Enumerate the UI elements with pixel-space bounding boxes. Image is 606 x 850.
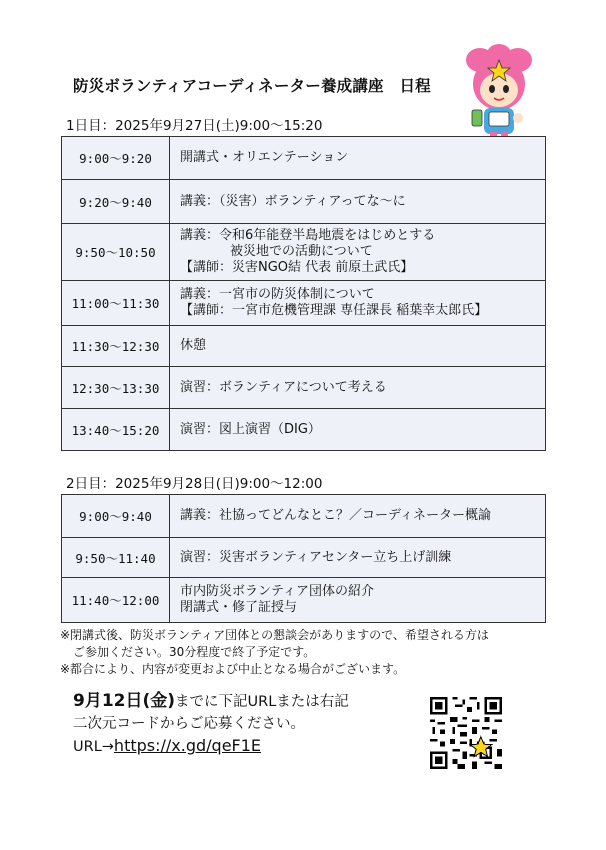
table-row [62, 137, 546, 180]
table-row [62, 538, 546, 578]
table-row [62, 180, 546, 224]
time-cell: 9:00〜9:40 [62, 495, 170, 538]
note-1: ※閉講式後、防災ボランティア団体との懇談会がありますので、希望される方は [60, 628, 489, 642]
page-title: 防災ボランティアコーディネーター養成講座 日程 [73, 77, 431, 95]
content-cell [170, 137, 546, 180]
content-line: 講義：令和6年能登半島地震をはじめとする [180, 228, 436, 243]
time-cell: 11:40〜12:00 [62, 578, 170, 623]
deadline-date: 9月12日(金) [73, 691, 176, 711]
apply-line-1 [73, 690, 349, 713]
note-2: ※都合により、内容が変更および中止となる場合がございます。 [60, 662, 406, 676]
content-cell [170, 409, 546, 451]
url-prefix: URL→ [73, 739, 114, 755]
table-row [62, 367, 546, 409]
notes [60, 627, 489, 678]
content-cell [170, 367, 546, 409]
day2-heading: 2日目：2025年9月28日(日)9:00〜12:00 [66, 476, 323, 492]
time-cell: 12:30〜13:30 [62, 367, 170, 409]
day2-schedule-table [61, 494, 546, 623]
time-cell: 11:00〜11:30 [62, 281, 170, 326]
content-line: 【講師：一宮市危機管理課 専任課長 稲葉幸太郎氏】 [180, 303, 488, 318]
table-row [62, 281, 546, 326]
application-info [73, 690, 349, 758]
time-cell: 11:30〜12:30 [62, 326, 170, 367]
content-cell [170, 224, 546, 281]
apply-url-link[interactable]: https://x.gd/qeF1E [113, 736, 262, 755]
time-cell: 9:50〜10:50 [62, 224, 170, 281]
day1-heading: 1日目：2025年9月27日(土)9:00〜15:20 [66, 118, 323, 134]
apply-line-1-rest: までに下記URLまたは右記 [175, 694, 349, 710]
content-cell [170, 538, 546, 578]
content-line: 演習：災害ボランティアセンター立ち上げ訓練 [180, 549, 452, 565]
note-1-cont: ご参加ください。30分程度で終了予定です。 [73, 645, 316, 659]
day1-schedule-table [61, 136, 546, 451]
table-row [62, 326, 546, 367]
apply-line-2: 二次元コードからご応募ください。 [73, 716, 305, 732]
content-cell [170, 326, 546, 367]
mascot-icon [458, 42, 540, 142]
table-row [62, 495, 546, 538]
table-row [62, 409, 546, 451]
apply-url-line [73, 735, 349, 758]
content-line: 市内防災ボランティア団体の紹介 [180, 584, 374, 599]
content-line: 開講式・オリエンテーション [180, 150, 349, 165]
table-row [62, 224, 546, 281]
content-line: 【講師：災害NGO結 代表 前原土武氏】 [180, 260, 414, 275]
content-line: 講義：（災害）ボランティアってな〜に [180, 193, 406, 209]
content-line: 閉講式・修了証授与 [180, 600, 298, 615]
content-line: 講義：一宮市の防災体制について [180, 287, 375, 302]
content-cell [170, 495, 546, 538]
content-line: 演習：ボランティアについて考える [180, 379, 387, 395]
content-line: 休憩 [180, 338, 207, 353]
content-cell [170, 281, 546, 326]
time-cell: 9:20〜9:40 [62, 180, 170, 224]
content-line: 被災地での活動について [230, 244, 373, 259]
content-line: 講義：社協ってどんなとこ？／コーディネーター概論 [180, 508, 491, 523]
content-cell [170, 578, 546, 623]
time-cell: 13:40〜15:20 [62, 409, 170, 451]
content-cell [170, 180, 546, 224]
time-cell: 9:50〜11:40 [62, 538, 170, 578]
qr-code-icon[interactable] [430, 697, 502, 769]
content-line: 演習：図上演習（DIG） [180, 421, 321, 437]
time-cell: 9:00〜9:20 [62, 137, 170, 180]
table-row [62, 578, 546, 623]
